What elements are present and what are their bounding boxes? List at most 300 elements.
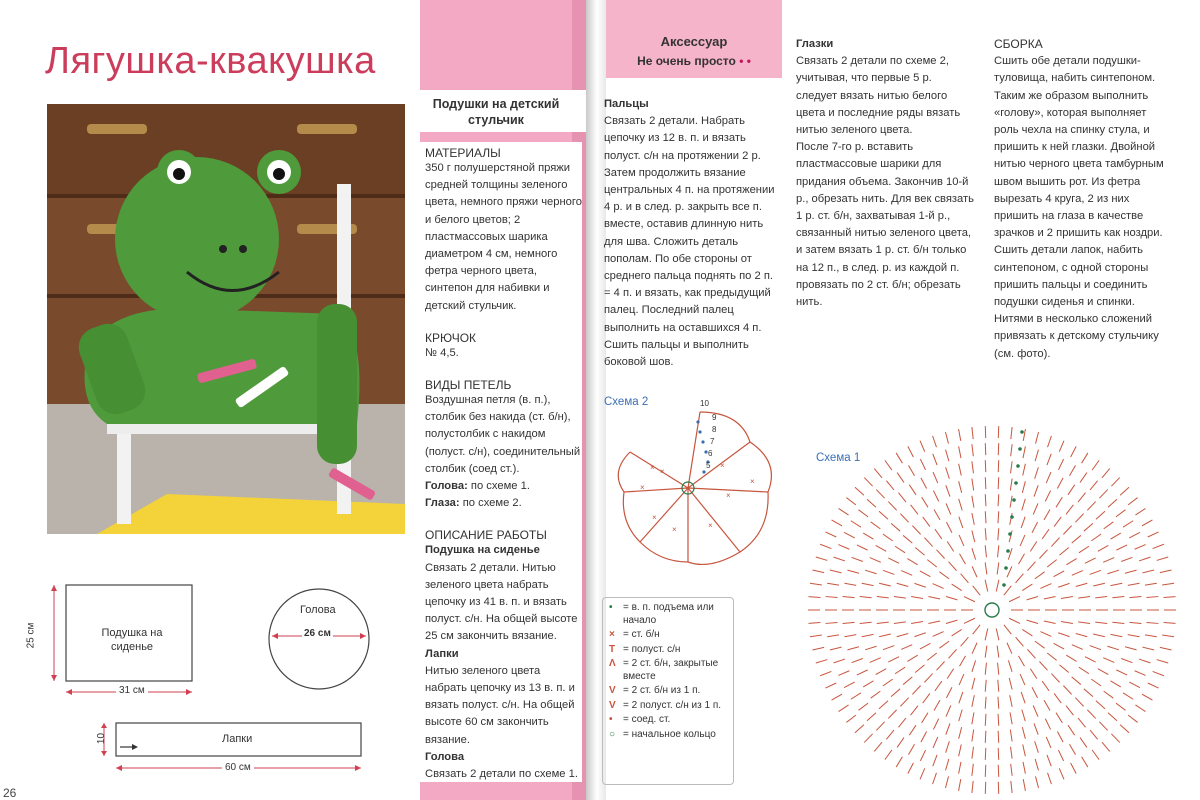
- stitch-mark: [1102, 469, 1110, 478]
- stitch-mark: [1160, 570, 1172, 573]
- legend-item: [609, 700, 727, 713]
- stitch-mark: [898, 718, 905, 727]
- stitch-mark: [1153, 544, 1164, 548]
- stitch-mark: [1010, 479, 1012, 491]
- stitch-mark: [1057, 732, 1063, 743]
- stitch-mark: [1095, 622, 1107, 623]
- stitch-mark: [947, 669, 954, 679]
- stitch-mark: [1020, 674, 1025, 685]
- stitch-mark: [933, 584, 944, 589]
- fingers-heading: Пальцы: [604, 98, 649, 110]
- stitch-mark: [1123, 521, 1133, 527]
- stitch-mark: [897, 473, 904, 483]
- stitch-mark: [1095, 597, 1107, 598]
- stitch-mark: [933, 755, 937, 766]
- rubric-difficulty: Не очень просто • •: [637, 54, 751, 68]
- svg-text:×: ×: [708, 521, 713, 530]
- stitch-mark: [998, 714, 999, 726]
- legend-text: = полуст. с/н: [623, 643, 681, 655]
- stitch-mark: [914, 583, 925, 587]
- stitch-mark: [876, 545, 886, 551]
- stitch-mark: [1071, 763, 1076, 774]
- stitch-mark: [862, 583, 874, 585]
- stitch-mark: [1054, 693, 1061, 703]
- stitch-mark: [1099, 490, 1107, 499]
- stitch-mark: [927, 560, 936, 567]
- legend-symbol: Λ: [609, 658, 616, 669]
- stitch-mark: [1023, 429, 1025, 441]
- stitch-mark: [1059, 548, 1068, 556]
- symbol-legend: [602, 597, 734, 785]
- stitch-mark: [1090, 481, 1098, 490]
- stitch-mark: [1078, 622, 1090, 624]
- stitch-mark: [998, 680, 999, 692]
- stitch-mark: [1057, 478, 1063, 489]
- hook-heading: КРЮЧОК: [425, 330, 477, 345]
- stitch-mark: [1093, 583, 1105, 586]
- stitch-mark: [985, 460, 986, 472]
- row-marker: [1020, 430, 1024, 434]
- stitch-mark: [1164, 623, 1176, 624]
- stitch-mark: [1010, 730, 1012, 742]
- stitch-mark: [879, 634, 891, 637]
- head-diameter-label: 26 см: [304, 628, 331, 639]
- legend-symbol: T: [609, 643, 616, 655]
- stitch-mark: [933, 632, 944, 637]
- stitch-mark: [1107, 646, 1118, 650]
- stitch-mark: [1135, 705, 1145, 712]
- row-marker: [1018, 447, 1022, 451]
- stitch-mark: [1098, 545, 1108, 551]
- stitch-mark: [1111, 583, 1123, 585]
- stitch-mark: [816, 660, 827, 663]
- stitch-mark: [1084, 689, 1093, 697]
- stitch-mark: [1059, 768, 1064, 779]
- stitch-mark: [857, 545, 868, 550]
- stitch-mark: [874, 469, 882, 478]
- stitch-mark: [1078, 718, 1085, 727]
- stitch-mark: [1111, 634, 1123, 636]
- stitch-mark: [1090, 646, 1101, 650]
- stitch-mark: [936, 662, 944, 671]
- stitch-mark: [903, 535, 912, 543]
- stitch-mark: [1096, 701, 1105, 709]
- svg-text:×: ×: [726, 491, 731, 500]
- stitch-mark: [1042, 529, 1049, 539]
- stitch-mark: [1039, 662, 1047, 671]
- stitch-mark: [933, 719, 938, 730]
- stitch-mark: [1157, 557, 1168, 560]
- stitch-mark: [985, 748, 986, 760]
- stitch-mark: [1157, 660, 1168, 663]
- legend-symbol: •: [609, 602, 613, 613]
- legend-symbol: V: [609, 699, 616, 711]
- seat-height-label: 25 см: [25, 622, 37, 649]
- stitches-eyes-line: Глаза: по схеме 2.: [425, 497, 522, 510]
- stitch-mark: [827, 583, 839, 585]
- seat-heading: Подушка на сиденье: [425, 544, 540, 557]
- stitch-mark: [961, 574, 969, 583]
- stitch-mark: [933, 491, 938, 502]
- stitch-mark: [946, 450, 949, 462]
- stitch-mark: [862, 634, 874, 636]
- stitch-mark: [1103, 658, 1114, 663]
- stitch-mark: [1061, 622, 1073, 624]
- stitch-mark: [959, 710, 962, 721]
- stitch-mark: [838, 545, 849, 550]
- stitch-mark: [847, 570, 859, 573]
- stitch-mark: [1022, 499, 1025, 510]
- stitch-mark: [911, 505, 918, 514]
- stitch-mark: [1059, 665, 1068, 673]
- stitch-mark: [959, 727, 962, 739]
- stitch-mark: [1121, 658, 1132, 662]
- stitch-mark: [920, 441, 925, 452]
- legend-item: [609, 644, 727, 657]
- stitch-mark: [1129, 682, 1140, 688]
- stitch-mark: [1044, 510, 1050, 520]
- stitch-mark: [1016, 574, 1024, 583]
- stitch-mark: [1142, 647, 1154, 650]
- stitch-mark: [820, 671, 831, 675]
- stitch-mark: [891, 523, 900, 531]
- stitch-mark: [839, 508, 849, 515]
- stitch-mark: [1110, 681, 1120, 687]
- fingers-text: Связать 2 детали. Набрать цепочку из 12 в. п. и вязать полуст. с/н на протяжении 2 р. Затем продолжить вязание центральных 4 п. на протяжении 4 р. и в след. р. закрыть все п. вместе, оставив длинную нить для шва. Сложить деталь пополам. По обе стороны от среднего пальца поднять по 2 п. = 4 п. и вязать, как предыдущий палец. Последний палец выполнить на оставшихся 4 п. Сшить пальцы и выполнить боковой шов.: [604, 115, 775, 369]
- stitch-mark: [844, 583, 856, 585]
- stitch-mark: [832, 694, 842, 700]
- stitch-mark: [1129, 532, 1140, 538]
- stitch-mark: [1108, 713, 1117, 721]
- stitch-mark: [1087, 502, 1095, 511]
- stitch-mark: [860, 622, 872, 623]
- stitches-heading: ВИДЫ ПЕТЕЛЬ: [425, 378, 512, 393]
- stitch-mark: [1039, 550, 1047, 559]
- starting-ring: [985, 603, 999, 617]
- stitch-mark: [810, 635, 822, 637]
- stitch-mark: [946, 620, 958, 623]
- stitch-mark: [922, 713, 928, 723]
- stitch-mark: [1146, 622, 1158, 623]
- stitch-mark: [1027, 620, 1039, 623]
- stitches-head-line: Голова: по схеме 1.: [425, 480, 530, 493]
- stitch-mark: [933, 436, 937, 447]
- stitch-mark: [1148, 532, 1159, 537]
- stitch-mark: [907, 655, 917, 661]
- stitch-mark: [985, 714, 986, 726]
- stitch-mark: [998, 697, 999, 709]
- stitch-mark: [1019, 656, 1025, 666]
- stitch-mark: [908, 763, 913, 774]
- stitch-mark: [810, 583, 822, 585]
- stitch-mark: [1164, 597, 1176, 598]
- stitch-mark: [1046, 472, 1051, 483]
- stitch-mark: [826, 597, 838, 598]
- head-circle-diagram: [264, 584, 374, 694]
- stitch-mark: [985, 545, 986, 557]
- stitch-mark: [912, 526, 920, 535]
- stitch-mark: [1091, 534, 1101, 541]
- stitch-mark: [1082, 757, 1088, 767]
- stitch-mark: [1027, 562, 1035, 571]
- stitch-mark: [1009, 678, 1012, 690]
- stitch-mark: [972, 461, 974, 473]
- stitch-mark: [855, 725, 864, 733]
- stitch-mark: [844, 682, 855, 688]
- stitch-mark: [877, 622, 889, 623]
- stitch-mark: [1051, 674, 1059, 683]
- stitch-mark: [946, 522, 952, 533]
- legend-item: [609, 729, 727, 742]
- stitch-mark: [1058, 633, 1069, 637]
- stitch-mark: [934, 700, 940, 710]
- stitch-mark: [820, 544, 831, 548]
- stitch-mark: [826, 622, 838, 623]
- project-heading-box: [420, 90, 586, 132]
- svg-text:×: ×: [750, 477, 755, 486]
- svg-text:×: ×: [650, 463, 655, 472]
- eyes-heading: Глазки: [796, 38, 834, 50]
- stitch-mark: [843, 622, 855, 623]
- stitch-mark: [1080, 473, 1087, 483]
- stitch-mark: [960, 656, 966, 666]
- eyes-text-2: После 7-го р. вставить пластмассовые шарики для придания объема. Закончив 10-й р., обрезать нить. Для век связать 1 р. ст. б/н, захватывая 1-й р., связанный нитью зеленого цвета, и затем вязать 1 р. ст. б/н только на 12 п., в след. р. из каждой п. провязать по 2 ст. б/н; обрезать нить.: [796, 141, 974, 309]
- stitch-mark: [1090, 730, 1098, 739]
- stitch-mark: [1058, 750, 1063, 761]
- stitch-mark: [885, 750, 892, 760]
- stitch-mark: [1071, 446, 1076, 457]
- svg-text:6: 6: [708, 449, 713, 458]
- stitch-mark: [1016, 637, 1024, 646]
- stitch-mark: [998, 731, 999, 743]
- stitch-mark: [1009, 618, 1020, 623]
- stitch-mark: [1142, 694, 1152, 700]
- stitch-mark: [1160, 647, 1172, 650]
- stitch-mark: [860, 597, 872, 598]
- stitch-mark: [907, 559, 917, 565]
- stitch-mark: [898, 493, 905, 502]
- stitch-mark: [1011, 444, 1012, 456]
- stitch-mark: [972, 747, 974, 759]
- seat-cushion-label: Подушка на сиденье: [101, 627, 163, 653]
- stitch-mark: [1142, 520, 1152, 526]
- assembly-text: Сшить обе детали подушки-туловища, набить синтепоном. Таким же образом выполнить «голову», которая выполняет роль чехла на спинку стула, и пришить к ней глазки. Двойной нитью черного цвета тамбурным швом вышить рот. Из фетра вырезать 4 круга, 2 из них пришить на глаза в качестве зрачков и 2 пришить как ноздри. Сшить детали лапок, набить синтепоном, с одной стороны пришить пальцы и соединить подушки сиденья и спинки. Нитями в несколько сложений привязать к детскому стульчику (см. фото).: [994, 55, 1164, 360]
- svg-text:×: ×: [720, 461, 725, 470]
- paws-heading: Лапки: [425, 647, 459, 660]
- row-marker: [1008, 532, 1012, 536]
- stitch-mark: [865, 646, 876, 650]
- stitch-mark: [959, 481, 962, 493]
- stitch-mark: [1066, 559, 1076, 565]
- scheme-1-diagram: [808, 426, 1176, 794]
- svg-text:9: 9: [712, 413, 717, 422]
- stitch-mark: [946, 467, 950, 478]
- head-heading: Голова: [425, 750, 465, 763]
- stitch-mark: [864, 478, 872, 487]
- legend-item: [609, 629, 727, 642]
- stitch-mark: [1092, 460, 1099, 470]
- stitch-mark: [1047, 454, 1051, 465]
- stitch-mark: [915, 665, 924, 673]
- stitch-mark: [959, 745, 962, 757]
- stitch-mark: [891, 689, 900, 697]
- paws-height-label: 10: [96, 732, 108, 745]
- stitch-mark: [949, 562, 957, 571]
- stitch-mark: [876, 722, 884, 731]
- stitch-mark: [1082, 453, 1088, 463]
- stitch-mark: [1142, 570, 1154, 573]
- stitch-mark: [972, 712, 974, 724]
- materials-text: 350 г полушерстяной пряжи средней толщины зеленого цвета, немного пряжи черного и белого цветов; 2 пластмассовых шарика диаметром 4 см, немного фетра черного цвета, синтепон для набивки и детский стульчик.: [425, 162, 582, 312]
- stitch-mark: [1032, 687, 1038, 698]
- stitch-mark: [1036, 776, 1039, 788]
- stitch-mark: [888, 657, 899, 662]
- stitch-mark: [844, 532, 855, 538]
- stitch-mark: [834, 557, 845, 561]
- row-marker: [1004, 566, 1008, 570]
- stitch-mark: [900, 514, 908, 523]
- stitch-mark: [1022, 727, 1025, 739]
- stitch-mark: [1030, 541, 1037, 551]
- stitch-mark: [1125, 570, 1137, 573]
- stitch-mark: [946, 705, 951, 716]
- legend-text: = 2 полуст. с/н из 1 п.: [623, 699, 722, 711]
- stitch-mark: [903, 677, 912, 685]
- stitch-mark: [972, 660, 976, 671]
- stitch-mark: [959, 499, 962, 510]
- stitch-mark: [972, 781, 973, 793]
- stitch-mark: [1011, 764, 1012, 776]
- svg-text:7: 7: [710, 437, 715, 446]
- stitch-mark: [816, 557, 827, 560]
- stitch-mark: [1104, 522, 1114, 529]
- stitch-mark: [1044, 700, 1050, 710]
- stitch-mark: [998, 528, 999, 540]
- stitch-mark: [900, 698, 908, 707]
- legend-item: [609, 685, 727, 698]
- stitch-mark: [946, 596, 958, 599]
- stitch-mark: [1072, 645, 1083, 650]
- stitch-mark: [1153, 671, 1164, 675]
- page-title: Лягушка-квакушка: [45, 40, 376, 82]
- stitch-mark: [972, 548, 976, 559]
- stitch-mark: [1080, 738, 1087, 748]
- legend-symbol: ×: [609, 629, 615, 640]
- stitch-mark: [867, 713, 876, 721]
- stitch-mark: [1048, 773, 1052, 784]
- stitch-mark: [933, 773, 937, 784]
- stitch-mark: [1046, 737, 1051, 748]
- stitch-mark: [879, 583, 891, 586]
- stitch-mark: [896, 757, 902, 767]
- stitch-mark: [985, 562, 987, 574]
- stitch-mark: [1087, 710, 1095, 719]
- stitch-mark: [888, 558, 899, 563]
- stitch-mark: [1047, 653, 1056, 660]
- legend-item: [609, 602, 727, 627]
- svg-text:5: 5: [706, 461, 711, 470]
- stitch-mark: [946, 723, 950, 734]
- stitch-mark: [1090, 570, 1101, 574]
- stitch-mark: [924, 538, 932, 547]
- stitch-mark: [1116, 670, 1127, 675]
- stitch-mark: [927, 653, 936, 660]
- stitch-mark: [1009, 597, 1020, 602]
- stitch-mark: [1066, 505, 1073, 514]
- stitch-mark: [1079, 546, 1089, 553]
- stitch-mark: [864, 734, 872, 743]
- stitch-mark: [1110, 533, 1120, 539]
- stitch-mark: [1051, 538, 1059, 547]
- paws-label: Лапки: [222, 733, 253, 745]
- stitch-mark: [911, 706, 918, 715]
- svg-text:×: ×: [672, 525, 677, 534]
- svg-text:×: ×: [660, 467, 665, 476]
- stitch-mark: [883, 570, 894, 574]
- stitch-mark: [883, 534, 893, 541]
- stitch-mark: [998, 748, 999, 760]
- stitch-mark: [959, 446, 961, 458]
- stitch-mark: [933, 472, 938, 483]
- stitch-mark: [1047, 755, 1051, 766]
- stitch-mark: [934, 510, 940, 520]
- stitch-mark: [1125, 647, 1137, 650]
- stitch-mark: [894, 597, 906, 599]
- svg-text:×: ×: [640, 483, 645, 492]
- stitch-mark: [846, 498, 855, 505]
- stitch-mark: [876, 669, 886, 675]
- stitch-mark: [876, 490, 884, 499]
- stitch-mark: [874, 742, 882, 751]
- stitch-mark: [1068, 485, 1075, 495]
- stitch-mark: [1112, 597, 1124, 598]
- stitch-mark: [894, 622, 906, 624]
- eyes-section: [796, 36, 974, 311]
- stitch-mark: [808, 623, 820, 624]
- stitch-mark: [1108, 499, 1117, 507]
- stitch-mark: [972, 513, 974, 525]
- project-heading: Подушки на детский стульчик: [432, 97, 560, 127]
- stitch-mark: [1023, 762, 1025, 774]
- stitch-mark: [985, 494, 986, 506]
- stitch-mark: [1044, 621, 1056, 623]
- stitch-mark: [1040, 632, 1051, 637]
- stitch-mark: [923, 517, 930, 527]
- stitch-mark: [946, 503, 951, 514]
- stitch-mark: [1128, 715, 1137, 722]
- stitch-mark: [1078, 597, 1090, 599]
- stitch-mark: [886, 730, 894, 739]
- stitch-mark: [920, 768, 925, 779]
- assembly-heading: СБОРКА: [994, 37, 1043, 51]
- stitch-mark: [921, 732, 927, 743]
- stitch-mark: [959, 674, 964, 685]
- stitch-mark: [996, 580, 999, 592]
- stitch-mark: [1085, 558, 1096, 563]
- stitch-mark: [1022, 629, 1032, 635]
- stitch-mark: [1059, 441, 1064, 452]
- stitch-mark: [972, 496, 974, 508]
- stitch-mark: [1093, 634, 1105, 637]
- stitch-mark: [1048, 436, 1052, 447]
- legend-text: = в. п. подъема или начало: [623, 602, 714, 626]
- stitch-mark: [1035, 759, 1038, 771]
- stitch-mark: [888, 502, 896, 511]
- materials-heading: МАТЕРИАЛЫ: [425, 146, 501, 160]
- stitch-mark: [812, 570, 824, 573]
- stitch-mark: [1075, 514, 1083, 523]
- stitch-mark: [1085, 657, 1096, 662]
